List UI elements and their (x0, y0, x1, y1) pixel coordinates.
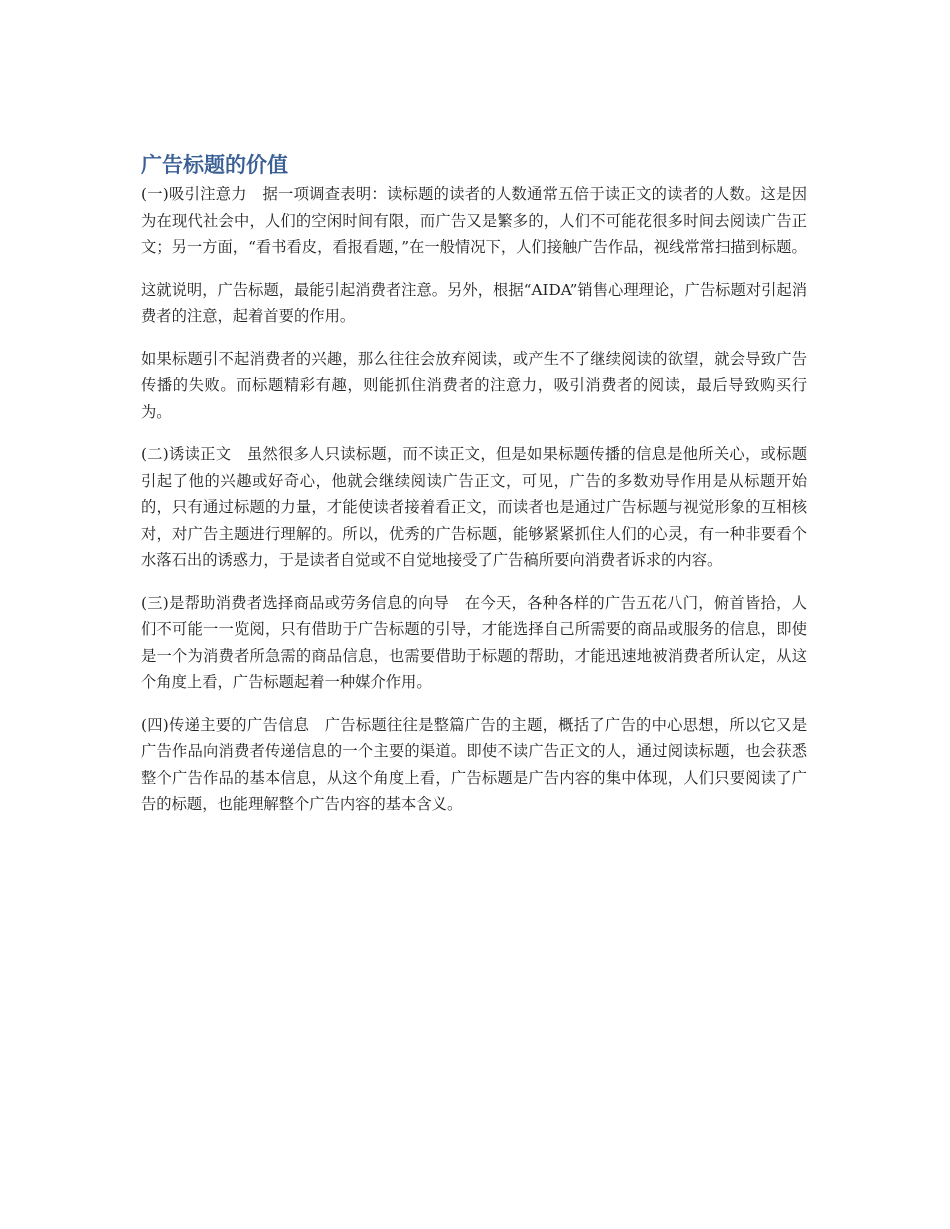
document-page (141, 150, 807, 834)
paragraph-induce-reading: (二)诱读正文 虽然很多人只读标题，而不读正文，但是如果标题传播的信息是他所关心，或标题引起了他的兴趣或好奇心，他就会继续阅读广告正文，可见，广告的多数劝导作用是从标题开始的，只有通过标题的力量，才能使读者接着看正文，而读者也是通过广告标题与视觉形象的互相核对，对广告主题进行理解的。所以，优秀的广告标题，能够紧紧抓住人们的心灵，有一种非要看个水落石出的诱惑力，于是读者自觉或不自觉地接受了广告稿所要向消费者诉求的内容。 (141, 445, 807, 569)
paragraph-aida-theory: 这就说明，广告标题，最能引起消费者注意。另外，根据“AIDA”销售心理理论，广告标题对引起消费者的注意，起着首要的作用。 (141, 280, 807, 325)
paragraph-guide: (三)是帮助消费者选择商品或劳务信息的向导 在今天，各种各样的广告五花八门，俯首皆拾，人们不可能一一览阅，只有借助于广告标题的引导，才能选择自己所需要的商品或服务的信息，即使是一个为消费者所急需的商品信息，也需要借助于标题的帮助，才能迅速地被消费者所认定，从这个角度上看，广告标题起着一种媒介作用。 (141, 593, 807, 691)
paragraph-interest: 如果标题引不起消费者的兴趣，那么往往会放弃阅读，或产生不了继续阅读的欲望，就会导致广告传播的失败。而标题精彩有趣，则能抓住消费者的注意力，吸引消费者的阅读，最后导致购买行为。 (141, 349, 807, 421)
paragraph-attract-attention: (一)吸引注意力 据一项调查表明：读标题的读者的人数通常五倍于读正文的读者的人数。这是因为在现代社会中，人们的空闲时间有限，而广告又是繁多的，人们不可能花很多时间去阅读广告正文；另一方面，“看书看皮，看报看题，”在一般情况下，人们接触广告作品，视线常常扫描到标题。 (141, 185, 807, 256)
page-title: 广告标题的价值 (141, 153, 288, 177)
paragraph-convey-info: (四)传递主要的广告信息 广告标题往往是整篇广告的主题，概括了广告的中心思想，所以它又是广告作品向消费者传递信息的一个主要的渠道。即使不读广告正文的人，通过阅读标题，也会获悉整个广告作品的基本信息，从这个角度上看，广告标题是广告内容的集中体现，人们只要阅读了广告的标题，也能理解整个广告内容的基本含义。 (141, 715, 807, 813)
